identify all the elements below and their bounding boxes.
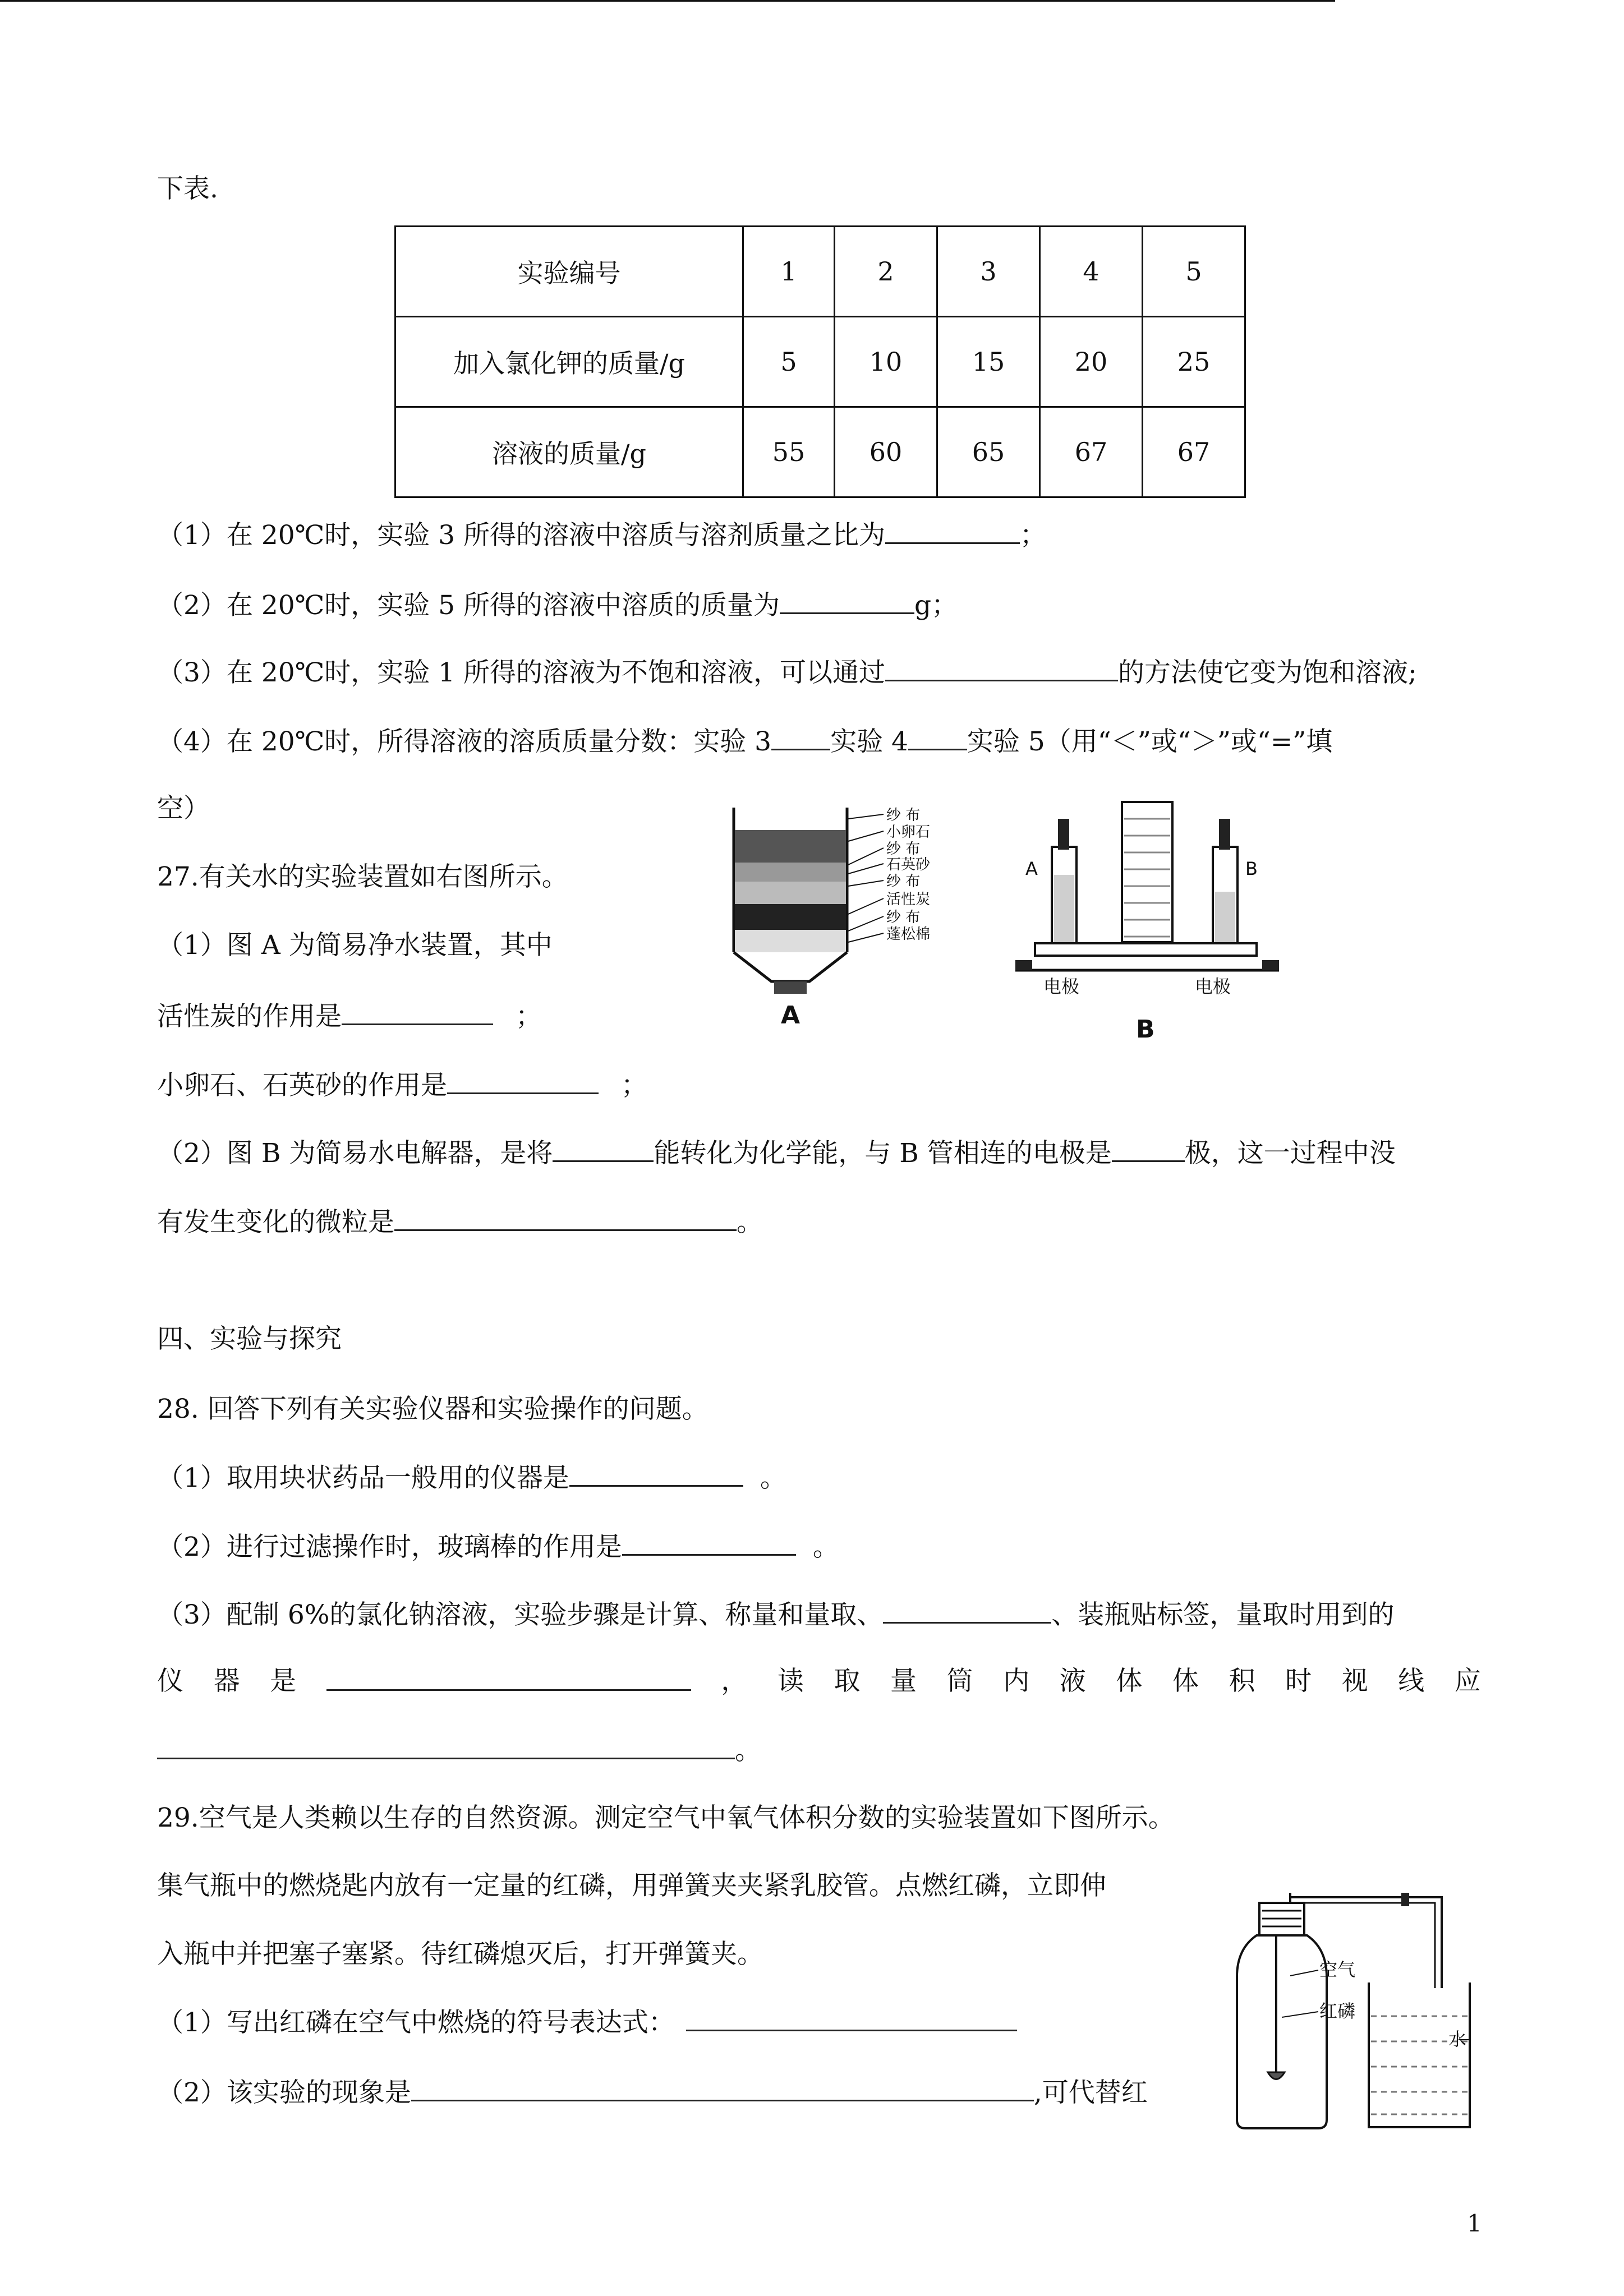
q26-part3: （3）在 20℃时，实验 1 所得的溶液为不饱和溶液，可以通过 的方法使它变为饱和溶液;	[157, 655, 1417, 690]
table-cell: 3	[937, 227, 1040, 317]
tube-a-water	[1054, 875, 1074, 943]
table-cell: 1	[743, 227, 835, 317]
spring-clip	[1401, 1893, 1409, 1906]
layer-label: 纱 布	[886, 807, 921, 824]
layer-label: 石英砂	[886, 856, 931, 873]
answer-blank[interactable]	[569, 1460, 743, 1487]
row-label: 溶液的质量/g	[395, 407, 743, 497]
connecting-tube	[1035, 943, 1257, 956]
layer-label: 纱 布	[886, 841, 921, 857]
q29-title: 29.空气是人类赖以生存的自然资源。测定空气中氧气体积分数的实验装置如下图所示。	[157, 1802, 1175, 1833]
answer-blank[interactable]	[447, 1068, 599, 1094]
answer-blank[interactable]	[326, 1665, 691, 1691]
table-cell: 55	[743, 407, 835, 497]
tube-a-label: A	[1025, 858, 1038, 879]
q27-part1: （1）图 A 为简易净水装置，其中	[157, 930, 553, 961]
answer-blank[interactable]	[686, 2005, 1017, 2031]
gas-jar	[1237, 1935, 1327, 2128]
sand-layer	[735, 882, 846, 904]
header-rule	[0, 0, 1335, 2]
answer-blank[interactable]	[553, 1136, 654, 1162]
filter-outlet	[774, 981, 807, 994]
q28-part1: （1）取用块状药品一般用的仪器是 。	[157, 1460, 786, 1495]
electrode-label: 电极	[1043, 976, 1080, 997]
answer-blank[interactable]	[885, 655, 1118, 681]
q29-part1: （1）写出红磷在空气中燃烧的符号表达式：	[157, 2005, 1017, 2040]
section-heading: 四、实验与探究	[157, 1324, 342, 1354]
water-label: 水	[1448, 2028, 1467, 2050]
sand-layer	[735, 863, 846, 882]
answer-blank[interactable]	[771, 724, 830, 750]
layer-label: 纱 布	[886, 873, 921, 890]
q26-part2: （2）在 20℃时，实验 5 所得的溶液中溶质的质量为 g；	[157, 588, 958, 623]
tube-b-water	[1215, 892, 1235, 943]
cotton-layer	[735, 930, 846, 952]
q27-part2-cont: 有发生变化的微粒是 。	[157, 1205, 763, 1239]
table-cell: 67	[1040, 407, 1143, 497]
q27-part1-c: 小卵石、石英砂的作用是 ；	[157, 1068, 647, 1103]
q26-part1: （1）在 20℃时，实验 3 所得的溶液中溶质与溶剂质量之比为 ；	[157, 518, 1046, 552]
figure-b-electrolyzer	[1010, 796, 1301, 1054]
q27-part2: （2）图 B 为简易水电解器，是将 能转化为化学能，与 B 管相连的电极是 极，这一过程中没	[157, 1136, 1396, 1170]
answer-blank[interactable]	[411, 2075, 1034, 2101]
beaker	[1369, 1983, 1470, 2127]
layer-label: 纱 布	[886, 909, 921, 926]
table-cell: 60	[835, 407, 937, 497]
q28-title: 28. 回答下列有关实验仪器和实验操作的问题。	[157, 1394, 709, 1424]
table-cell: 25	[1143, 317, 1245, 407]
layer-label: 活性炭	[886, 891, 931, 908]
figure-b-caption: B	[1136, 1015, 1155, 1044]
center-reservoir	[1122, 802, 1172, 942]
answer-blank[interactable]	[908, 724, 967, 750]
intro-text: 下表.	[157, 173, 218, 204]
q29-text: 集气瓶中的燃烧匙内放有一定量的红磷，用弹簧夹夹紧乳胶管。点燃红磷，立即伸	[157, 1870, 1106, 1901]
answer-blank[interactable]	[883, 1597, 1051, 1624]
layer-label: 蓬松棉	[886, 926, 931, 943]
table-cell: 20	[1040, 317, 1143, 407]
table-cell: 65	[937, 407, 1040, 497]
answer-blank[interactable]	[1112, 1136, 1185, 1162]
figure-a-water-filter	[718, 802, 982, 1026]
terminal	[1015, 960, 1032, 970]
stopcock	[1058, 819, 1069, 850]
table-cell: 10	[835, 317, 937, 407]
row-label: 实验编号	[395, 227, 743, 317]
electrode-label: 电极	[1195, 976, 1231, 997]
answer-blank[interactable]	[780, 588, 914, 614]
tube-b-label: B	[1245, 858, 1258, 879]
air-label: 空气	[1319, 1959, 1356, 1980]
q28-part2: （2）进行过滤操作时，玻璃棒的作用是 。	[157, 1529, 839, 1564]
answer-blank[interactable]	[157, 1733, 735, 1759]
row-label: 加入氯化钾的质量/g	[395, 317, 743, 407]
stopcock	[1219, 819, 1230, 850]
q27-part1-b: 活性炭的作用是 ；	[157, 999, 542, 1034]
answer-blank[interactable]	[394, 1205, 737, 1231]
page-number: 1	[1467, 2210, 1482, 2237]
layer-label: 小卵石	[886, 824, 931, 841]
answer-blank[interactable]	[622, 1529, 796, 1556]
filter-funnel	[734, 952, 847, 981]
phosphorus-label: 红磷	[1319, 2000, 1356, 2022]
q27-title: 27.有关水的实验装置如右图所示。	[157, 861, 568, 892]
table-cell: 5	[743, 317, 835, 407]
solubility-table	[394, 225, 1246, 498]
pebble-layer	[735, 830, 846, 863]
q28-part3-end: 。	[157, 1733, 761, 1768]
answer-blank[interactable]	[342, 999, 493, 1025]
q28-part3: （3）配制 6%的氯化钠溶液，实验步骤是计算、称量和量取、 、装瓶贴标签，量取时用到的	[157, 1597, 1394, 1632]
table-row	[395, 317, 1245, 407]
carbon-layer	[735, 904, 846, 930]
table-cell: 15	[937, 317, 1040, 407]
q29-part2: （2）该实验的现象是 ,可代替红	[157, 2075, 1148, 2110]
q29-text: 入瓶中并把塞子塞紧。待红磷熄灭后，打开弹簧夹。	[157, 1939, 763, 1970]
table-row	[395, 407, 1245, 497]
table-cell: 4	[1040, 227, 1143, 317]
terminal	[1262, 960, 1279, 970]
table-cell: 5	[1143, 227, 1245, 317]
table-cell: 67	[1143, 407, 1245, 497]
figure-oxygen-apparatus	[1223, 1893, 1475, 2140]
q26-part4: （4）在 20℃时，所得溶液的溶质质量分数：实验 3 实验 4 实验 5（用“＜”或“＞”或“=”填	[157, 724, 1332, 759]
q26-part4-cont: 空）	[157, 793, 210, 824]
figure-a-caption: A	[781, 1001, 801, 1026]
table-row	[395, 227, 1245, 317]
q28-part3-cont: 仪 器 是 ， 读 取 量 筒 内 液 体 体 积 时 视 线 应	[157, 1666, 1481, 1696]
table-cell: 2	[835, 227, 937, 317]
answer-blank[interactable]	[885, 518, 1020, 544]
